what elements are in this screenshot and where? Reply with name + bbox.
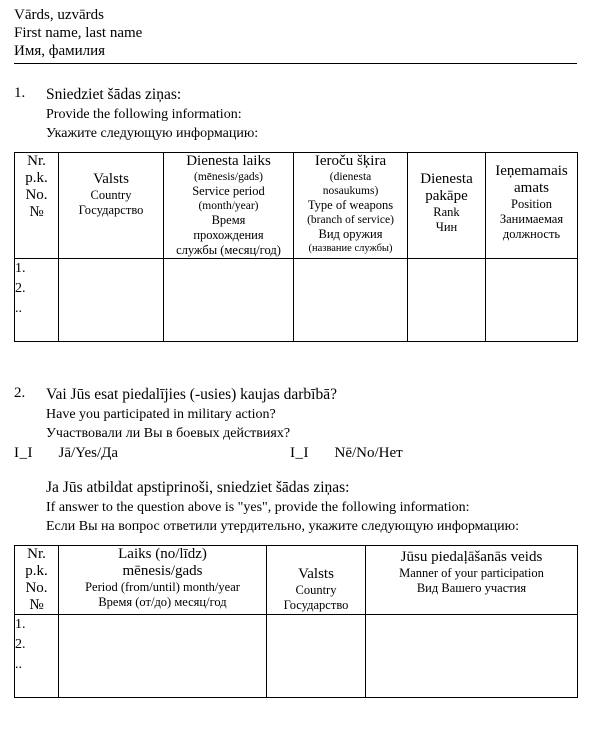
- question-2-number: 2.: [14, 385, 26, 401]
- col-period-en: Service period: [192, 184, 265, 198]
- name-line-lv: Vārds, uzvārds: [14, 7, 104, 23]
- question-2-sub-lv: Ja Jūs atbildat apstiprinoši, sniedziet šādas ziņas:: [46, 479, 350, 496]
- row2-label-3: ..: [15, 657, 22, 672]
- row-label-3: ..: [15, 301, 22, 316]
- col-weapons-en: Type of weapons: [307, 198, 394, 212]
- answer-yes-checkbox[interactable]: [14, 445, 118, 462]
- col-header-position: [486, 153, 578, 259]
- question-2-ru: Участвовали ли Вы в боевых действиях?: [46, 426, 291, 441]
- col2-no-ru: №: [29, 597, 44, 613]
- col2-header-no: [15, 546, 59, 615]
- entry2-cell-country[interactable]: [267, 615, 366, 698]
- col-position-ru2: должность: [502, 227, 561, 241]
- question-1-en: Provide the following information:: [46, 107, 242, 122]
- col2-no-en: No.: [25, 580, 48, 596]
- question-1-number: 1.: [14, 85, 26, 101]
- question-2: [14, 385, 574, 443]
- col2-country-lv: Valsts: [298, 566, 334, 582]
- question-2-sub-ru: Если Вы на вопрос ответили утердительно, укажите следующую информацию:: [46, 519, 519, 534]
- col-rank-ru: Чин: [435, 220, 458, 234]
- col2-header-manner: [366, 546, 578, 615]
- col-position-lv2: amats: [514, 180, 549, 196]
- col-period-ru: Время: [211, 213, 246, 227]
- col-rank-en: Rank: [433, 205, 460, 219]
- col-rank-lv: Dienesta: [420, 171, 473, 187]
- col-no-lv2: p.k.: [25, 170, 48, 186]
- entry-cell-period[interactable]: [164, 259, 294, 342]
- question-1-lv: Sniedziet šādas ziņas:: [46, 86, 182, 103]
- col2-manner-ru: Вид Вашего участия: [416, 581, 527, 595]
- row2-labels-cell: [15, 615, 59, 698]
- question-2-lv: Vai Jūs esat piedalījies (-usies) kaujas darbībā?: [46, 386, 337, 403]
- col-position-en: Position: [511, 197, 552, 211]
- col-weapons-ru: Вид оружия: [318, 227, 383, 241]
- service-table: [14, 152, 578, 342]
- table2-body-row: [15, 615, 578, 698]
- entry-cell-rank[interactable]: [408, 259, 486, 342]
- yes-checkbox-glyph[interactable]: I_I: [14, 445, 33, 461]
- entry-cell-weapons[interactable]: [294, 259, 408, 342]
- col-period-ru3: службы (месяц/год): [176, 243, 281, 257]
- question-2-en: Have you participated in military action?: [46, 407, 276, 422]
- row2-label-1: 1.: [15, 617, 26, 632]
- col-header-country: [59, 153, 164, 259]
- row-label-1: 1.: [15, 261, 26, 276]
- col-header-service-period: [164, 153, 294, 259]
- question-2-sub-en: If answer to the question above is "yes", provide the following information:: [46, 500, 470, 515]
- question-1: [14, 85, 574, 143]
- col2-header-country: [267, 546, 366, 615]
- col2-period-lv: Laiks (no/līdz): [118, 546, 207, 562]
- participation-table: [14, 545, 578, 698]
- col2-period-ru: Время (от/до) месяц/год: [98, 595, 227, 609]
- table-header-row: [15, 153, 578, 259]
- col-country-lv: Valsts: [93, 171, 129, 187]
- question-1-ru: Укажите следующую информацию:: [46, 126, 259, 141]
- col2-no-lv: Nr.: [27, 546, 46, 562]
- col-period-lv-sub: (mēnesis/gads): [194, 171, 263, 183]
- col2-manner-en: Manner of your participation: [399, 566, 544, 580]
- col-no-ru: №: [29, 204, 44, 220]
- entry-cell-position[interactable]: [486, 259, 578, 342]
- question-2-sub: [46, 478, 576, 536]
- entry-cell-country[interactable]: [59, 259, 164, 342]
- row2-label-2: 2.: [15, 637, 26, 652]
- no-checkbox-glyph[interactable]: I_I: [290, 445, 309, 461]
- col-position-lv: Ieņemamais: [495, 163, 568, 179]
- col-weapons-ru-sub: (название службы): [308, 243, 393, 254]
- col-header-weapons: [294, 153, 408, 259]
- col-header-no: [15, 153, 59, 259]
- col-no-lv: Nr.: [27, 153, 46, 169]
- col-no-en: No.: [25, 187, 48, 203]
- col-country-ru: Государство: [78, 203, 144, 217]
- col-period-lv: Dienesta laiks: [186, 153, 271, 169]
- col-weapons-lv: Ieroču šķira: [314, 153, 387, 169]
- col-position-ru: Занимаемая: [499, 212, 564, 226]
- col-rank-lv2: pakāpe: [425, 188, 468, 204]
- name-line-ru: Имя, фамилия: [14, 43, 106, 59]
- col-period-ru2: прохождения: [193, 228, 264, 242]
- answer-no-checkbox[interactable]: [290, 445, 403, 462]
- name-header: [14, 6, 574, 60]
- name-line-en: First name, last name: [14, 25, 143, 41]
- row-label-2: 2.: [15, 281, 26, 296]
- col-period-en-sub: (month/year): [198, 200, 259, 212]
- no-label: Nē/No/Нет: [334, 445, 403, 461]
- entry2-cell-manner[interactable]: [366, 615, 578, 698]
- col-weapons-en-sub: (branch of service): [307, 214, 394, 226]
- yes-label: Jā/Yes/Да: [58, 445, 119, 461]
- col-country-en: Country: [90, 188, 132, 202]
- col2-no-lv2: p.k.: [25, 563, 48, 579]
- col-header-rank: [408, 153, 486, 259]
- row-labels-cell: [15, 259, 59, 342]
- col2-period-en: Period (from/until) month/year: [85, 580, 240, 594]
- table2-header-row: [15, 546, 578, 615]
- col2-period-lv2: mēnesis/gads: [122, 563, 203, 579]
- entry2-cell-period[interactable]: [59, 615, 267, 698]
- col-weapons-lv-sub: (dienesta: [329, 171, 372, 183]
- table-body-row: [15, 259, 578, 342]
- col-weapons-lv-sub2: nosaukums): [322, 185, 379, 197]
- name-underline: [14, 63, 577, 64]
- col2-header-period: [59, 546, 267, 615]
- col2-manner-lv: Jūsu piedaļāšanās veids: [400, 549, 543, 565]
- col2-country-en: Country: [295, 583, 337, 597]
- col2-country-ru: Государство: [283, 598, 349, 612]
